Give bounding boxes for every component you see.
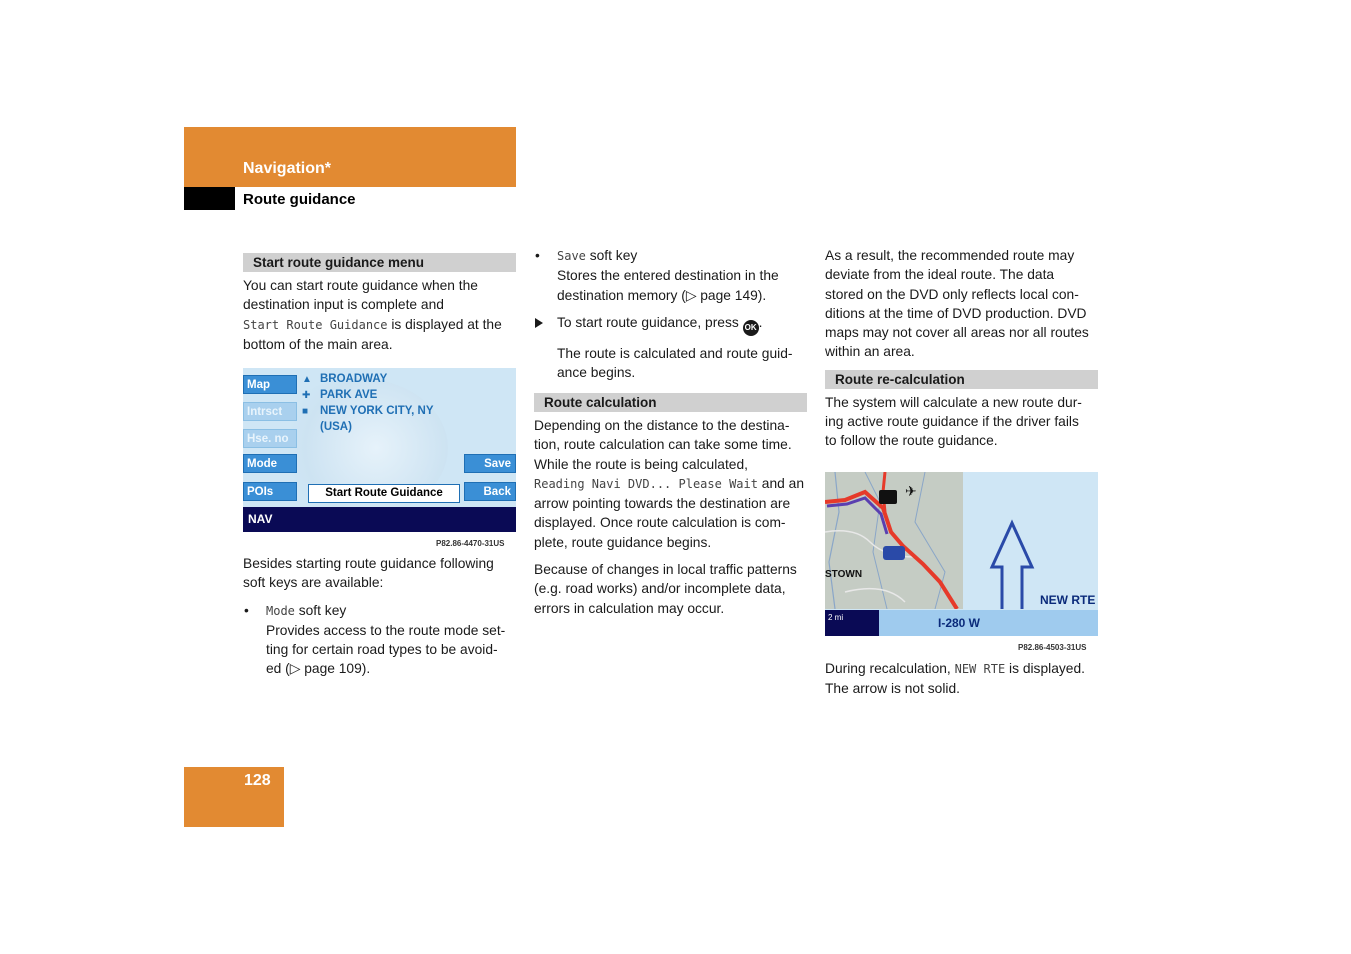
text-line: bottom of the main area.	[243, 336, 393, 352]
guidance-panel	[963, 472, 1098, 609]
cross-street-icon: ✚	[302, 390, 311, 401]
text-line: .	[758, 314, 763, 330]
text-line: ting for certain road types to be avoid-	[266, 642, 498, 658]
address-street: BROADWAY	[320, 373, 388, 385]
chapter-title: Navigation*	[243, 160, 332, 177]
display-text: Start Route Guidance	[243, 317, 388, 332]
text-line: within an area.	[825, 344, 915, 360]
new-route-indicator: NEW RTE	[1040, 593, 1096, 607]
bullet-dot: •	[535, 248, 540, 263]
figure-id-2: P82.86-4503-31US	[1018, 643, 1087, 652]
text-line: to follow the route guidance.	[825, 433, 998, 449]
paragraph-intro	[243, 276, 516, 354]
text-line: Provides access to the route mode set-	[266, 622, 506, 638]
text-line: soft key	[585, 248, 638, 263]
softkey-house-number: Hse. no	[243, 429, 297, 448]
column-2-calc	[534, 393, 809, 626]
text-line: and an	[757, 475, 805, 491]
softkey-pois: POIs	[243, 482, 297, 501]
map-town-label: STOWN	[825, 569, 863, 580]
ok-button-icon: OK	[743, 320, 759, 336]
paragraph-recalc	[825, 393, 1105, 451]
softkey-intersection: Intrsct	[243, 402, 297, 421]
text-line: soft keys are available:	[243, 575, 384, 591]
text-line: destination memory (▷ page 149).	[557, 287, 767, 303]
map-scale-label: 2 mi	[828, 613, 844, 622]
map-graphic	[825, 472, 963, 609]
bullet-save	[534, 246, 814, 305]
text-line: The arrow is not solid.	[825, 681, 960, 697]
map-screen-figure	[825, 472, 1098, 636]
text-line: errors in calculation may occur.	[534, 600, 725, 616]
text-line: maps may not cover all areas nor all routes	[825, 325, 1089, 341]
paragraph-calc	[534, 416, 809, 552]
text-line: is displayed.	[1005, 661, 1085, 676]
text-line: ed (▷ page 109).	[266, 661, 371, 677]
column-3-continued	[825, 659, 1105, 707]
text-line: The route is calculated and route guid-	[557, 345, 793, 361]
address-country: (USA)	[320, 421, 352, 433]
text-line: While the route is being calculated,	[534, 456, 748, 472]
paragraph-errors	[534, 560, 809, 618]
svg-text:✈: ✈	[905, 484, 917, 500]
direction-arrow-icon	[963, 472, 1098, 609]
text-line: You can start route guidance when the	[243, 278, 478, 293]
text-line: Depending on the distance to the destina-	[534, 418, 790, 433]
column-2	[534, 246, 814, 390]
nav-screen-figure	[243, 368, 516, 532]
instruction-step	[534, 313, 814, 336]
address-city: NEW YORK CITY, NY	[320, 405, 434, 417]
display-text: NEW RTE	[954, 662, 1006, 676]
text-line: destination input is complete and	[243, 297, 444, 313]
header-marker	[184, 187, 235, 210]
text-line: The system will calculate a new route dur-	[825, 394, 1082, 410]
section-heading-route-calculation: Route calculation	[534, 393, 807, 412]
text-line: ing active route guidance if the driver fails	[825, 414, 1079, 430]
text-line: arrow pointing towards the destination are	[534, 496, 791, 512]
text-line: During recalculation,	[825, 661, 955, 676]
bullet-dot: •	[244, 602, 249, 618]
street-icon: ▲	[302, 374, 312, 385]
start-route-guidance-button: Start Route Guidance	[308, 484, 460, 503]
bullet-mode	[243, 601, 523, 679]
text-line: As a result, the recommended route may	[825, 248, 1075, 263]
softkey-save: Save	[464, 454, 516, 473]
text-line: To start route guidance, press	[557, 314, 743, 330]
paragraph-softkeys	[243, 554, 523, 593]
map-area	[825, 472, 963, 609]
text-line: ance begins.	[557, 365, 636, 381]
text-line: is displayed at the	[387, 316, 502, 332]
figure-id-1: P82.86-4470-31US	[436, 539, 505, 548]
display-text: Reading Navi DVD... Please Wait	[534, 476, 758, 491]
text-line: deviate from the ideal route. The data	[825, 267, 1055, 283]
column-1	[243, 253, 516, 362]
nav-status-bar: NAV	[243, 507, 516, 532]
header-band	[184, 127, 516, 187]
text-line: Besides starting route guidance following	[243, 556, 494, 571]
text-line: soft key	[294, 602, 347, 618]
section-heading-start-route: Start route guidance menu	[243, 253, 516, 272]
display-text: Save	[557, 249, 586, 263]
text-line: Because of changes in local traffic patterns	[534, 562, 797, 578]
paragraph-recalc-display	[825, 659, 1105, 699]
text-line: tion, route calculation can take some time.	[534, 437, 792, 453]
display-text: Mode	[266, 603, 295, 618]
current-road-name: I-280 W	[938, 616, 981, 630]
text-line: plete, route guidance begins.	[534, 534, 712, 550]
section-subtitle: Route guidance	[243, 191, 356, 208]
section-heading-route-recalculation: Route re-calculation	[825, 370, 1098, 389]
text-line: (e.g. road works) and/or incomplete data,	[534, 581, 786, 597]
page-number: 128	[244, 772, 271, 789]
softkey-mode: Mode	[243, 454, 297, 473]
text-line: ditions at the time of DVD production. DVD	[825, 305, 1087, 321]
paragraph-deviation	[825, 246, 1105, 362]
text-line: stored on the DVD only reflects local con-	[825, 286, 1079, 302]
address-cross-street: PARK AVE	[320, 389, 378, 401]
step-result	[534, 344, 814, 383]
softkey-back: Back	[464, 482, 516, 501]
column-1-continued	[243, 554, 523, 687]
text-line: displayed. Once route calculation is com-	[534, 515, 786, 531]
column-3	[825, 246, 1105, 459]
softkey-map: Map	[243, 375, 297, 394]
city-icon: ■	[302, 406, 309, 417]
text-line: Stores the entered destination in the	[557, 268, 779, 284]
step-arrow-icon	[535, 318, 543, 328]
